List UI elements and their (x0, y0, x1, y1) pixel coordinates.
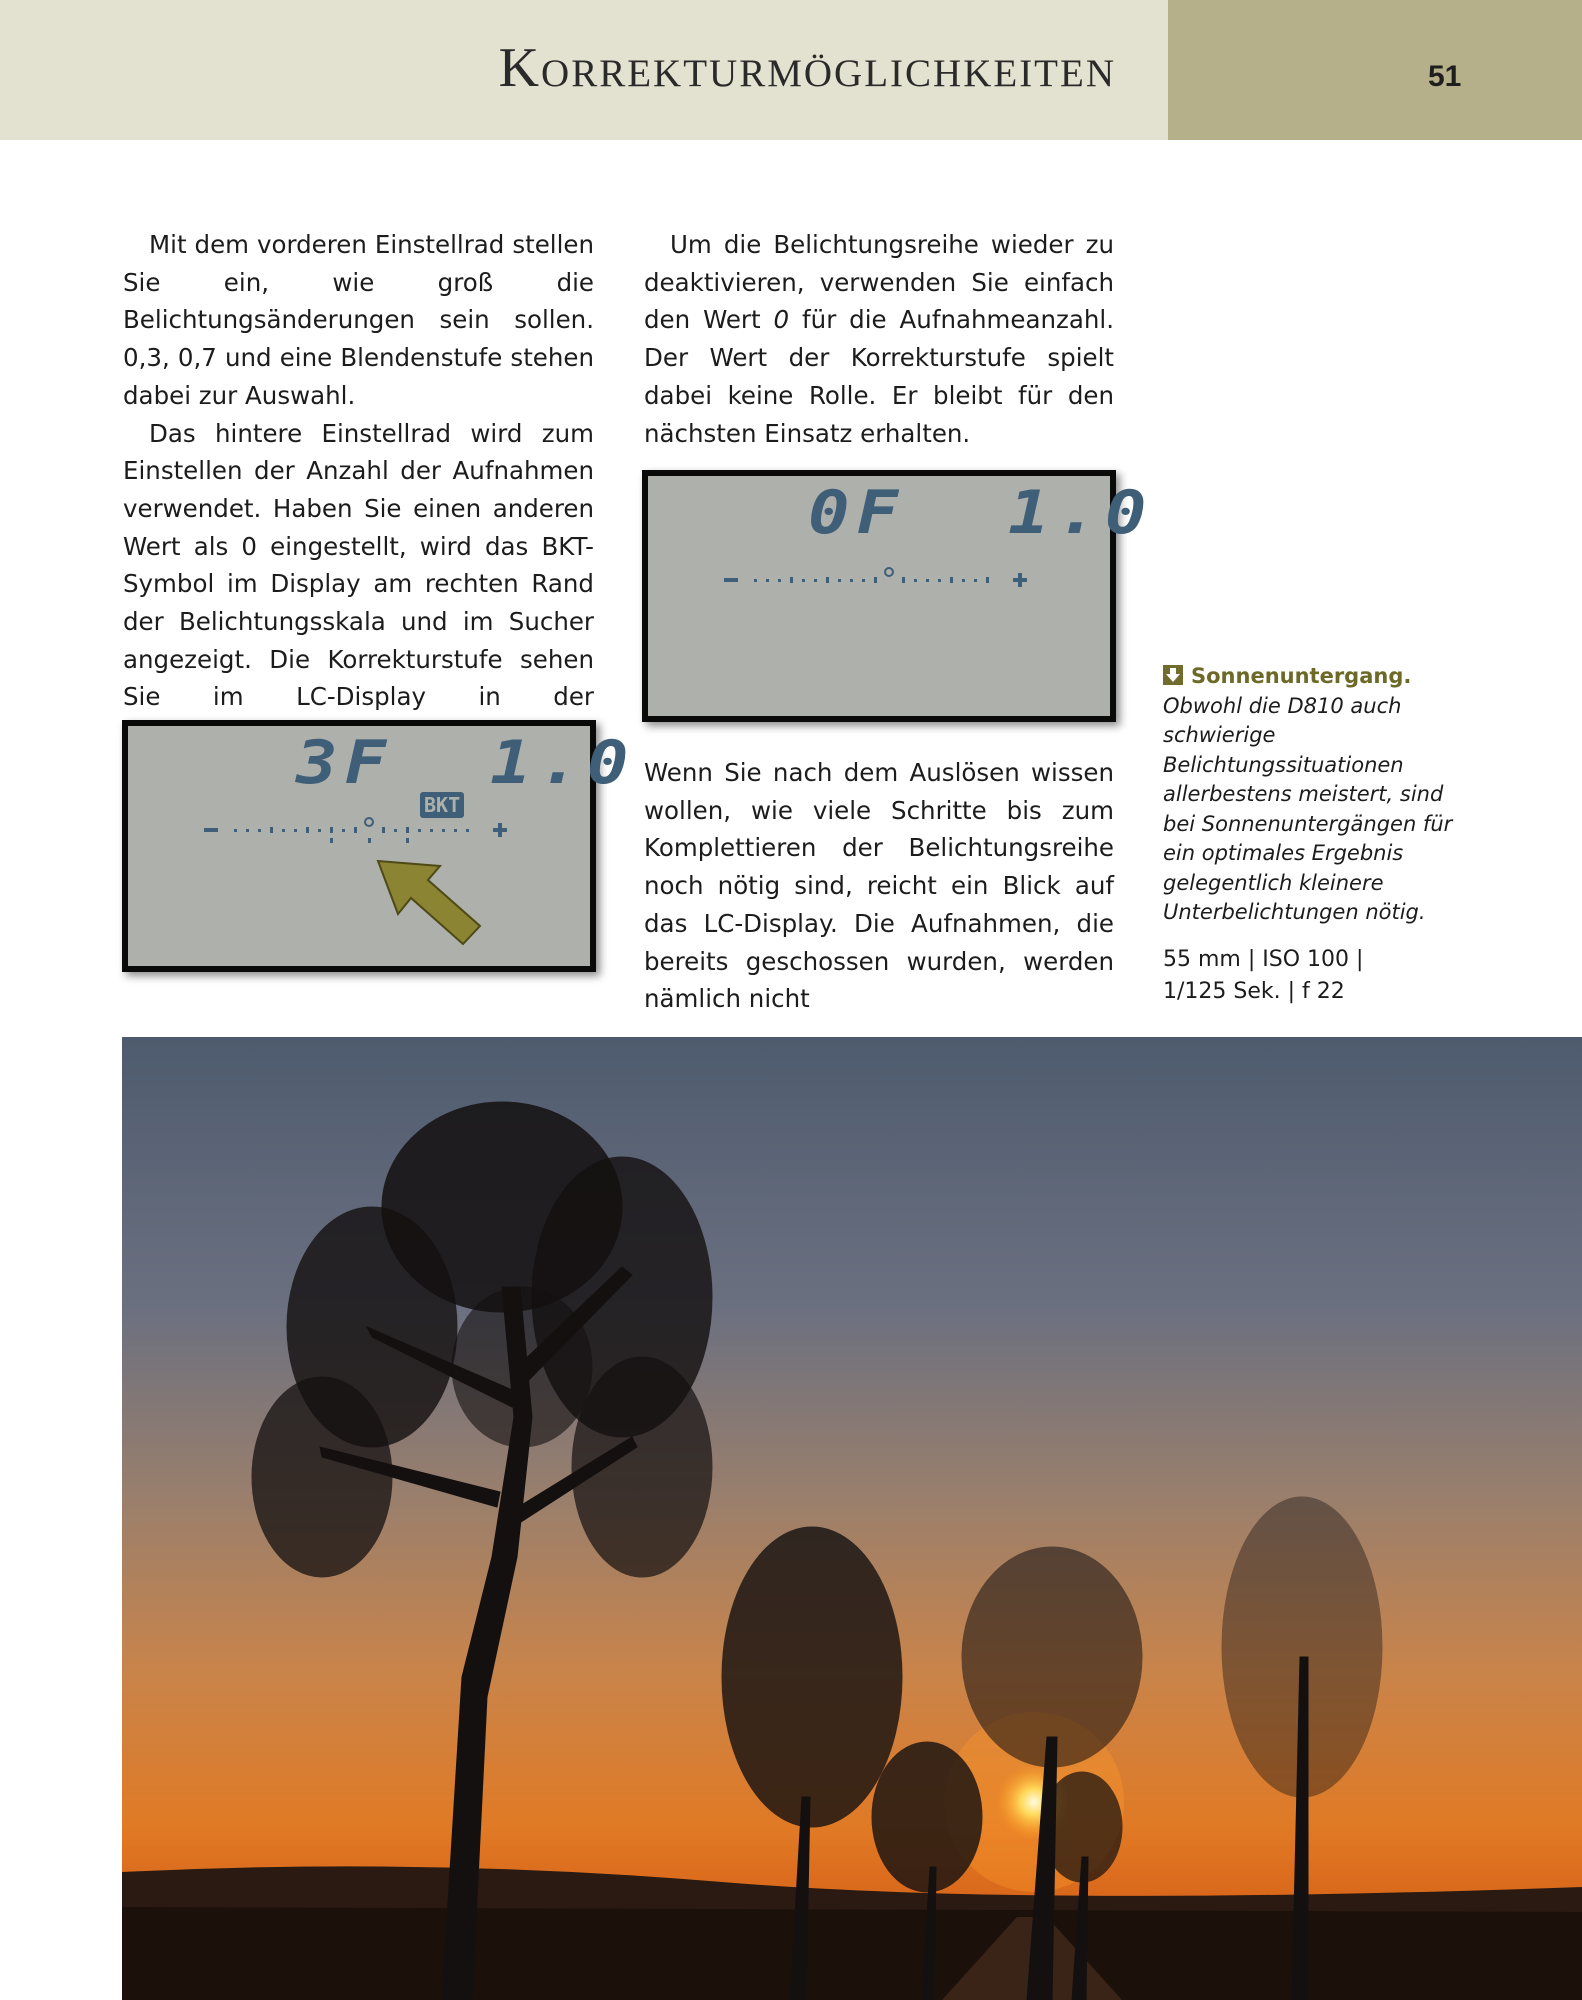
lcd-step-readout: 1.0 (1008, 478, 1154, 548)
lcd-step-readout: 1.0 (490, 728, 636, 798)
scale-plus (493, 823, 507, 837)
caption-text: Obwohl die D810 auch schwierige Belichtungssituationen allerbestens meistert, sind bei Sonnenuntergängen für ein optimales Ergebnis gelegentlich kleinere Unterbelichtungen nötig. (1163, 693, 1453, 924)
scale-ticks (754, 577, 989, 583)
pointer-arrow (378, 861, 480, 944)
scale-minus (204, 828, 218, 832)
chapter-title: Korrekturmöglichkeiten (498, 37, 1116, 99)
paragraph-text: Um die Belichtungsreihe wieder zu deaktivieren, verwenden Sie einfach den Wert (644, 230, 1114, 335)
lcd-display-bracketing-on (122, 720, 636, 972)
body-column-left (123, 226, 594, 754)
scale-minus (724, 578, 738, 582)
paragraph: Das hintere Einstellrad wird zum Einstellen der Anzahl der Aufnahmen verwendet. Haben Sie einen anderen Wert als 0 eingestellt, wird das BKT-Symbol im Display am rechten Rand der Belichtungsskala und im Sucher angezeigt. Die Korrekturstufe sehen Sie im LC-Display in der (123, 418, 594, 712)
scale-zero-marker (365, 818, 373, 826)
paragraph: Mit dem vorderen Einstellrad stellen Sie ein, wie groß die Belichtungsänderungen sein sollen. 0,3, 0,7 und eine Blendenstufe stehen dabei zur Auswahl. (123, 230, 594, 410)
caption-title: Sonnenuntergang. (1191, 664, 1412, 688)
paragraph (644, 226, 1114, 452)
paragraph-text: für die Aufnahmeanzahl. Der Wert der Korrekturstufe spielt dabei keine Rolle. Er bleibt für den nächsten Einsatz erhalten. (644, 305, 1114, 448)
paragraph: Wenn Sie nach dem Auslösen wissen wollen, wie viele Schritte bis zum Komplettieren der Belichtungsreihe noch nötig sind, reicht ein Blick auf das LC-Display. Die Aufnahmen, die bereits geschossen wurden, werden nämlich nicht (644, 758, 1114, 1014)
bkt-symbol: BKT (420, 792, 464, 818)
body-column-right-top (644, 226, 1114, 452)
exif-line: 1/125 Sek. | f 22 (1163, 978, 1345, 1004)
exposure-scale (128, 726, 590, 966)
exposure-scale (648, 476, 1110, 716)
arrow-down-icon (1163, 665, 1183, 685)
sunset-photo (122, 1037, 1582, 2000)
scale-ticks (234, 827, 469, 843)
scale-zero-marker (885, 568, 893, 576)
lcd-display-bracketing-off (642, 470, 1154, 722)
lcd-frames-readout: 0F (808, 478, 905, 548)
lcd-frames-readout: 3F (296, 728, 393, 798)
page-number: 51 (1428, 60, 1462, 93)
scale-plus (1013, 573, 1027, 587)
photo-exif (1163, 944, 1463, 1008)
page-header-tab (1168, 0, 1582, 140)
exif-line: 55 mm | ISO 100 | (1163, 946, 1364, 972)
body-column-right-bottom (644, 754, 1114, 1018)
photo-caption (1163, 662, 1463, 1008)
value-zero: 0 (773, 305, 790, 335)
